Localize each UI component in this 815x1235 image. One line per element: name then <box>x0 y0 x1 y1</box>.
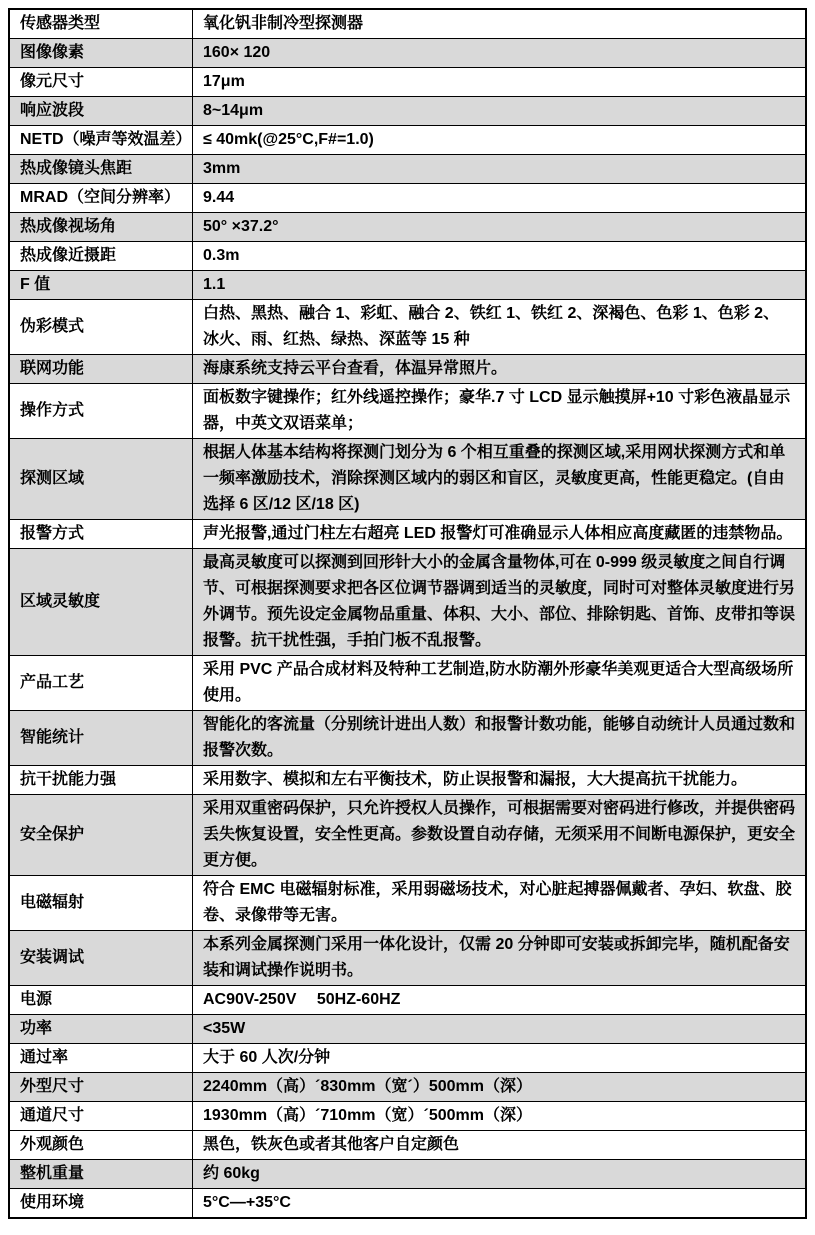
spec-row <box>9 1102 806 1131</box>
spec-label-cell: 图像像素 <box>9 39 193 68</box>
spec-value-cell: 氧化钒非制冷型探测器 <box>193 9 807 39</box>
spec-value-cell: 160× 120 <box>193 39 807 68</box>
spec-row <box>9 520 806 549</box>
spec-value-cell: 约 60kg <box>193 1160 807 1189</box>
spec-label-cell: 电磁辐射 <box>9 876 193 931</box>
spec-row <box>9 1189 806 1219</box>
spec-row <box>9 931 806 986</box>
spec-label-cell: 热成像镜头焦距 <box>9 155 193 184</box>
spec-table-body <box>9 9 806 1218</box>
spec-label-cell: 通过率 <box>9 1044 193 1073</box>
spec-value-cell: 采用 PVC 产品合成材料及特种工艺制造,防水防潮外形豪华美观更适合大型高级场所使用。 <box>193 656 807 711</box>
spec-row <box>9 439 806 520</box>
spec-value-cell: 8~14μm <box>193 97 807 126</box>
spec-row <box>9 300 806 355</box>
spec-label-cell: 电源 <box>9 986 193 1015</box>
spec-label-cell: 伪彩模式 <box>9 300 193 355</box>
spec-row <box>9 68 806 97</box>
spec-row <box>9 876 806 931</box>
spec-label-cell: 热成像视场角 <box>9 213 193 242</box>
spec-value-cell: ≤ 40mk(@25°C,F#=1.0) <box>193 126 807 155</box>
spec-value-cell: 5°C—+35°C <box>193 1189 807 1219</box>
spec-row <box>9 184 806 213</box>
spec-value-cell: 本系列金属探测门采用一体化设计，仅需 20 分钟即可安装或拆卸完毕，随机配备安装和调试操作说明书。 <box>193 931 807 986</box>
spec-label-cell: 联网功能 <box>9 355 193 384</box>
spec-value-cell: 采用数字、模拟和左右平衡技术，防止误报警和漏报，大大提高抗干扰能力。 <box>193 766 807 795</box>
spec-label-cell: 外观颜色 <box>9 1131 193 1160</box>
spec-label-cell: 使用环境 <box>9 1189 193 1219</box>
spec-row <box>9 126 806 155</box>
spec-label-cell: 通道尺寸 <box>9 1102 193 1131</box>
spec-value-cell: 根据人体基本结构将探测门划分为 6 个相互重叠的探测区域,采用网状探测方式和单一频率激励技术，消除探测区域内的弱区和盲区，灵敏度更高，性能更稳定。(自由选择 6 区/12 区/18 区) <box>193 439 807 520</box>
spec-value-cell: 最高灵敏度可以探测到回形针大小的金属含量物体,可在 0-999 级灵敏度之间自行调节、可根据探测要求把各区位调节器调到适当的灵敏度，同时可对整体灵敏度进行另外调节。预先设定金属物品重量、体积、大小、部位、排除钥匙、首饰、皮带扣等误报警。抗干扰性强，手拍门板不乱报警。 <box>193 549 807 656</box>
spec-label-cell: 传感器类型 <box>9 9 193 39</box>
spec-value-cell: 白热、黑热、融合 1、彩虹、融合 2、铁红 1、铁红 2、深褐色、色彩 1、色彩 2、冰火、雨、红热、绿热、深蓝等 15 种 <box>193 300 807 355</box>
spec-value-cell: 1930mm（高）´710mm（宽）´500mm（深） <box>193 1102 807 1131</box>
spec-value-cell: 17μm <box>193 68 807 97</box>
spec-row <box>9 1131 806 1160</box>
spec-value-cell: 符合 EMC 电磁辐射标准，采用弱磁场技术，对心脏起搏器佩戴者、孕妇、软盘、胶卷、录像带等无害。 <box>193 876 807 931</box>
spec-label-cell: 热成像近摄距 <box>9 242 193 271</box>
spec-row <box>9 355 806 384</box>
spec-value-cell: 采用双重密码保护，只允许授权人员操作，可根据需要对密码进行修改，并提供密码丢失恢复设置，安全性更高。参数设置自动存储，无须采用不间断电源保护，更安全更方便。 <box>193 795 807 876</box>
spec-value-cell: 黑色，铁灰色或者其他客户自定颜色 <box>193 1131 807 1160</box>
spec-label-cell: 报警方式 <box>9 520 193 549</box>
spec-value-cell: 智能化的客流量（分别统计进出人数）和报警计数功能，能够自动统计人员通过数和报警次数。 <box>193 711 807 766</box>
spec-label-cell: 区域灵敏度 <box>9 549 193 656</box>
spec-value-cell: 1.1 <box>193 271 807 300</box>
spec-value-cell: 9.44 <box>193 184 807 213</box>
spec-row <box>9 97 806 126</box>
spec-row <box>9 656 806 711</box>
spec-label-cell: 产品工艺 <box>9 656 193 711</box>
spec-value-cell: 面板数字键操作；红外线遥控操作；豪华.7 寸 LCD 显示触摸屏+10 寸彩色液晶显示器，中英文双语菜单； <box>193 384 807 439</box>
spec-row <box>9 39 806 68</box>
spec-label-cell: 外型尺寸 <box>9 1073 193 1102</box>
spec-value-cell: AC90V-250V 50HZ-60HZ <box>193 986 807 1015</box>
spec-label-cell: NETD（噪声等效温差） <box>9 126 193 155</box>
spec-value-cell: 声光报警,通过门柱左右超亮 LED 报警灯可准确显示人体相应高度藏匿的违禁物品。 <box>193 520 807 549</box>
spec-label-cell: 功率 <box>9 1015 193 1044</box>
spec-value-cell: 3mm <box>193 155 807 184</box>
spec-label-cell: 操作方式 <box>9 384 193 439</box>
spec-row <box>9 1160 806 1189</box>
spec-value-cell: 2240mm（高）´830mm（宽´）500mm（深） <box>193 1073 807 1102</box>
spec-row <box>9 9 806 39</box>
spec-row <box>9 711 806 766</box>
spec-row <box>9 155 806 184</box>
spec-label-cell: F 值 <box>9 271 193 300</box>
spec-row <box>9 213 806 242</box>
spec-label-cell: 安装调试 <box>9 931 193 986</box>
spec-label-cell: 整机重量 <box>9 1160 193 1189</box>
spec-row <box>9 795 806 876</box>
spec-row <box>9 986 806 1015</box>
spec-value-cell: 0.3m <box>193 242 807 271</box>
spec-row <box>9 271 806 300</box>
spec-value-cell: 50° ×37.2° <box>193 213 807 242</box>
spec-value-cell: 大于 60 人次/分钟 <box>193 1044 807 1073</box>
spec-row <box>9 1073 806 1102</box>
spec-label-cell: 智能统计 <box>9 711 193 766</box>
spec-row <box>9 242 806 271</box>
spec-label-cell: 探测区域 <box>9 439 193 520</box>
spec-value-cell: <35W <box>193 1015 807 1044</box>
spec-label-cell: MRAD（空间分辨率） <box>9 184 193 213</box>
spec-label-cell: 安全保护 <box>9 795 193 876</box>
spec-label-cell: 抗干扰能力强 <box>9 766 193 795</box>
spec-value-cell: 海康系统支持云平台查看，体温异常照片。 <box>193 355 807 384</box>
product-spec-table <box>8 8 807 1219</box>
spec-row <box>9 384 806 439</box>
spec-row <box>9 549 806 656</box>
spec-row <box>9 766 806 795</box>
spec-label-cell: 像元尺寸 <box>9 68 193 97</box>
spec-row <box>9 1044 806 1073</box>
spec-row <box>9 1015 806 1044</box>
spec-label-cell: 响应波段 <box>9 97 193 126</box>
